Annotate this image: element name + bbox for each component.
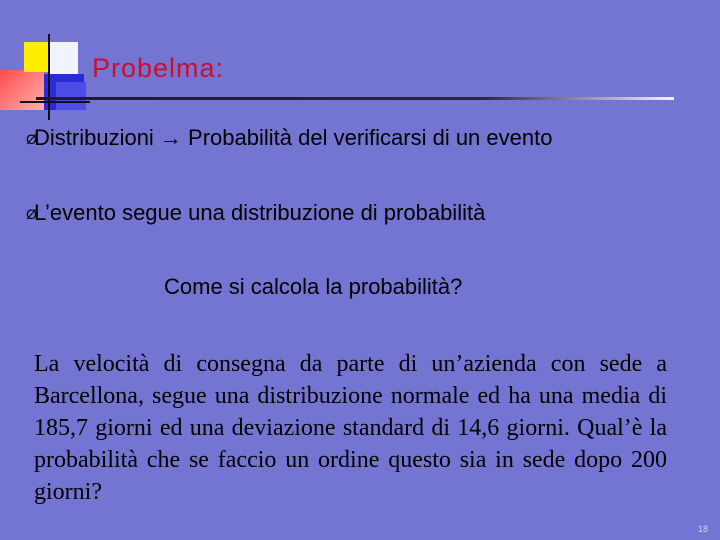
vertical-line-decoration (48, 34, 50, 120)
bullet-marker: Ø (26, 131, 37, 147)
question-text: Come si calcola la probabilità? (164, 274, 463, 299)
yellow-square-decoration (24, 42, 50, 72)
blue-square-decoration-inner (56, 82, 86, 110)
horizontal-line-decoration (20, 101, 90, 103)
bullet-marker: Ø (26, 206, 37, 222)
bullet-item-distribuzioni: Distribuzioni → Probabilità del verificarsi di un evento (34, 125, 553, 150)
bullet-item-evento: L’evento segue una distribuzione di probabilità (34, 200, 486, 225)
red-square-decoration (0, 70, 44, 110)
decorative-logo (0, 30, 100, 120)
slide-number: 18 (697, 524, 708, 534)
problem-paragraph: La velocità di consegna da parte di un’azienda con sede a Barcellona, segue una distribuzione normale ed ha una media di 185,7 giorni ed una deviazione standard di 14,6 giorni. Qual’è la probabilità che se faccio un ordine questo sia in sede dopo 200 giorni? (34, 351, 667, 505)
slide-title: Probelma: (92, 53, 225, 83)
white-square-decoration (48, 42, 78, 76)
title-underline (36, 97, 674, 100)
